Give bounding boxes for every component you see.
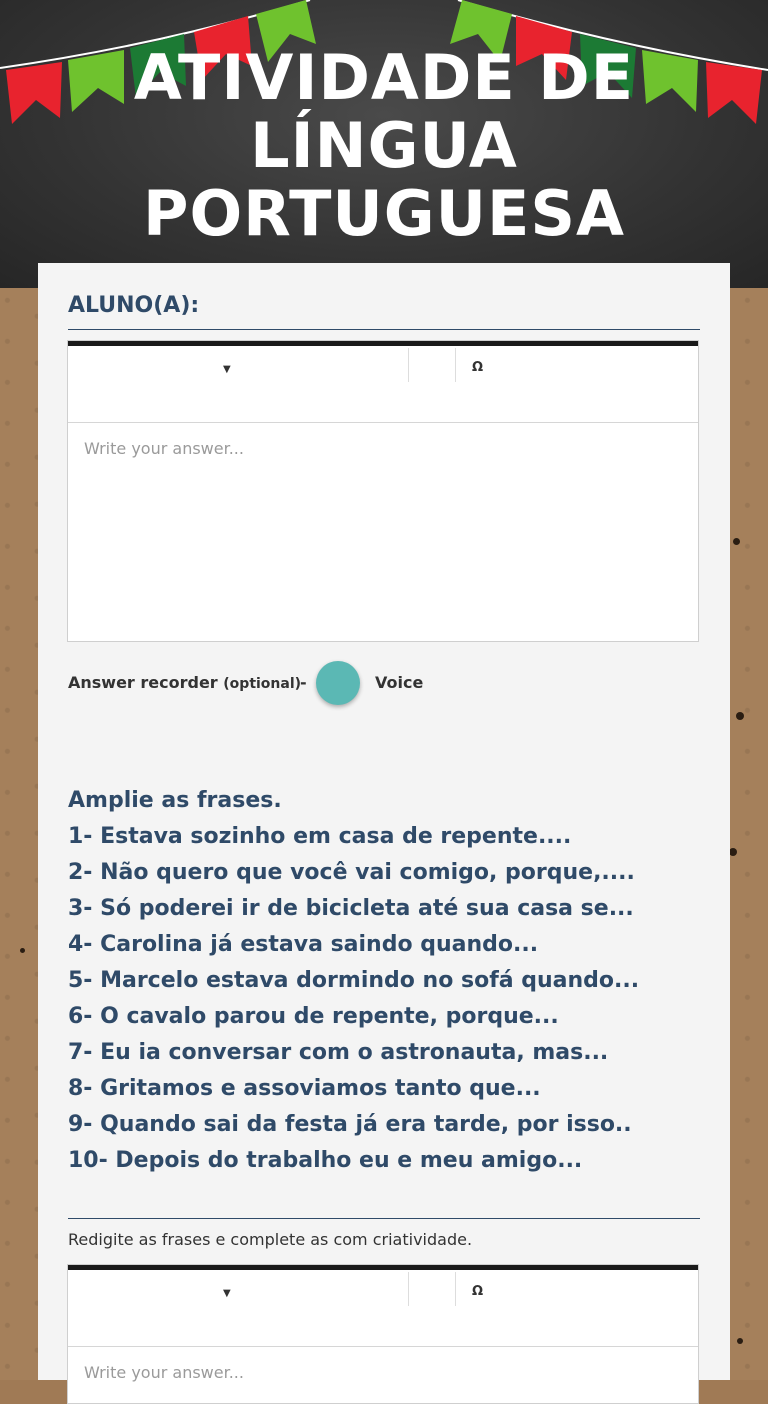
divider [68, 329, 700, 330]
recorder-optional: (optional) [223, 676, 302, 692]
background-speck [737, 1338, 743, 1344]
title-line: LÍNGUA [250, 109, 518, 182]
background-speck [729, 848, 737, 856]
recorder-label-text: Answer recorder [68, 673, 218, 692]
title-line: ATIVIDADE DE [133, 41, 635, 114]
question-instruction: Redigite as frases e complete as com criatividade. [68, 1230, 473, 1249]
background-speck [733, 538, 740, 545]
question-line: 3- Só poderei ir de bicicleta até sua casa se... [68, 896, 634, 921]
caret-down-icon[interactable]: ▼ [223, 364, 231, 375]
caret-down-icon[interactable]: ▼ [223, 1288, 231, 1299]
editor-toolbar [68, 341, 698, 423]
editor-toolbar [68, 1265, 698, 1347]
header-banner [0, 0, 768, 288]
toolbar-separator [408, 348, 409, 382]
answer-editor [67, 1264, 699, 1404]
question-line: 9- Quando sai da festa já era tarde, por isso.. [68, 1112, 632, 1137]
worksheet-card [38, 263, 730, 1380]
special-character-button[interactable]: Ω [472, 1284, 484, 1299]
question-line: Amplie as frases. [68, 788, 282, 813]
answer-placeholder: Write your answer... [84, 439, 244, 458]
voice-label: Voice [375, 673, 424, 692]
question-line: 4- Carolina já estava saindo quando... [68, 932, 539, 957]
record-button[interactable] [316, 661, 360, 705]
toolbar-separator [408, 1272, 409, 1306]
toolbar-separator [455, 348, 456, 382]
question-line: 10- Depois do trabalho eu e meu amigo... [68, 1148, 583, 1173]
background-speck [20, 948, 25, 953]
recorder-dash: - [300, 673, 307, 692]
question-line: 1- Estava sozinho em casa de repente.... [68, 824, 572, 849]
question-label: ALUNO(A): [68, 293, 200, 318]
recorder-label [68, 673, 301, 692]
question-line: 8- Gritamos e assoviamos tanto que... [68, 1076, 541, 1101]
title-line: PORTUGUESA [143, 177, 625, 250]
question-line: 2- Não quero que você vai comigo, porque,.... [68, 860, 635, 885]
background-speck [736, 712, 744, 720]
answer-editor [67, 340, 699, 642]
divider [68, 1218, 700, 1219]
question-line: 7- Eu ia conversar com o astronauta, mas... [68, 1040, 609, 1065]
question-line: 5- Marcelo estava dormindo no sofá quando... [68, 968, 640, 993]
answer-placeholder: Write your answer... [84, 1363, 244, 1382]
question-text [68, 783, 708, 1179]
answer-textarea[interactable] [68, 1347, 698, 1398]
page-title [0, 41, 768, 250]
question-line: 6- O cavalo parou de repente, porque... [68, 1004, 559, 1029]
toolbar-separator [455, 1272, 456, 1306]
answer-textarea[interactable] [68, 423, 698, 474]
special-character-button[interactable]: Ω [472, 360, 484, 375]
answer-recorder [68, 661, 708, 707]
